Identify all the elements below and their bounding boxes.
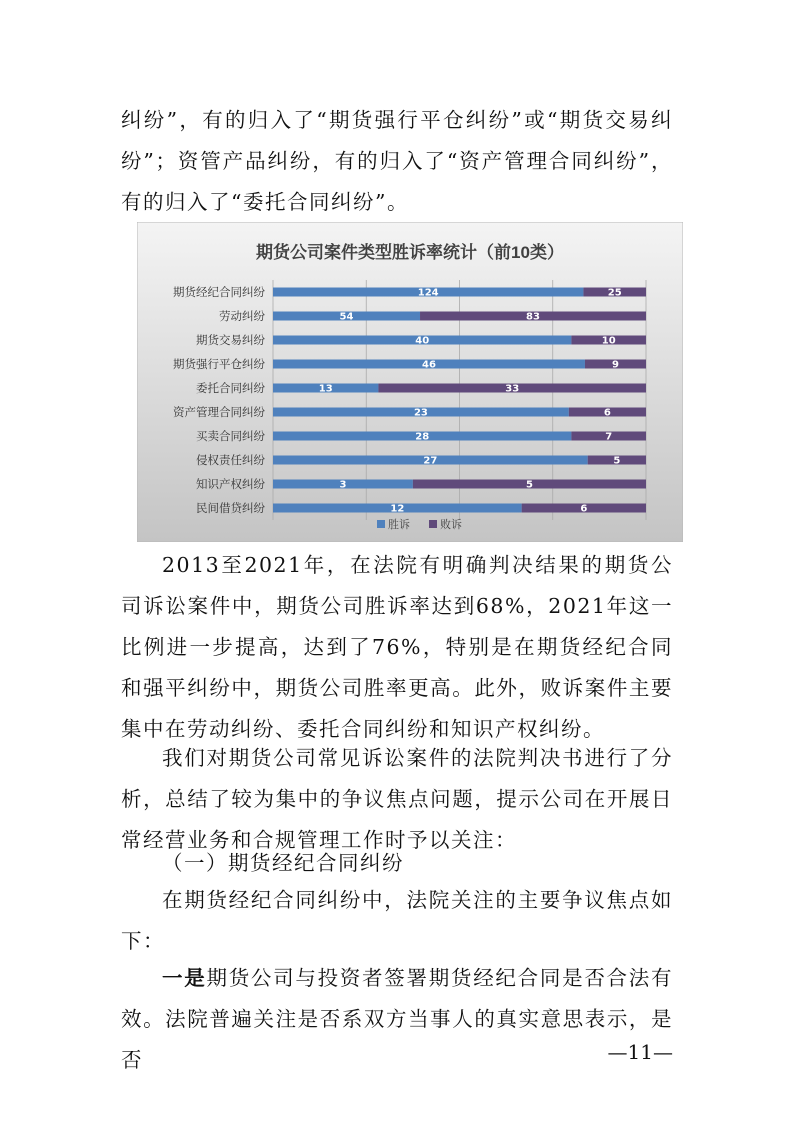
chart-title: 期货公司案件类型胜诉率统计（前10类） [256,243,564,262]
data-label: 40 [415,335,430,347]
data-label: 12 [390,503,405,515]
data-label: 27 [423,455,438,467]
category-label: 资产管理合同纠纷 [173,405,265,419]
data-label: 83 [526,311,540,323]
point-one-text: 期货公司与投资者签署期货经纪合同是否合法有效。法院普遍关注是否系双方当事人的真实意思表示，是否 [121,966,674,1072]
data-label: 33 [505,383,520,395]
data-label: 7 [605,431,613,443]
category-label: 民间借贷纠纷 [196,501,265,515]
data-label: 28 [415,431,430,443]
paragraph-focus: 在期货经纪合同纠纷中，法院关注的主要争议焦点如下： [121,888,673,953]
point-one-lead: 一是 [162,966,207,990]
paragraph-point-one [121,958,673,1081]
section-heading: （一）期货经纪合同纠纷 [162,851,404,875]
legend-swatch [429,520,437,528]
data-label: 5 [613,455,621,467]
data-label: 5 [525,479,533,491]
category-label: 期货经纪合同纠纷 [173,285,265,299]
data-label: 10 [601,335,616,347]
data-label: 54 [339,311,354,323]
win-rate-chart [137,222,683,542]
category-label: 期货交易纠纷 [196,333,265,347]
category-label: 劳动纠纷 [219,309,265,323]
data-label: 23 [413,407,428,419]
data-label: 9 [611,359,619,371]
data-label: 6 [603,407,611,419]
paragraph-win-rate: 2013至2021年，在法院有明确判决结果的期货公司诉讼案件中，期货公司胜诉率达到68%，2021年这一比例进一步提高，达到了76%，特别是在期货经纪合同和强平纠纷中，期货公司胜率更高。此外，败诉案件主要集中在劳动纠纷、委托合同纠纷和知识产权纠纷。 [121,553,673,741]
data-label: 3 [339,479,347,491]
category-label: 买卖合同纠纷 [196,429,265,443]
category-label: 侵权责任纠纷 [196,453,265,467]
legend-swatch [377,520,385,528]
data-label: 13 [318,383,333,395]
page-number: —11— [607,1040,673,1064]
data-label: 124 [417,287,439,299]
paragraph-analysis: 我们对期货公司常见诉讼案件的法院判决书进行了分析，总结了较为集中的争议焦点问题，提示公司在开展日常经营业务和合规管理工作时予以关注： [121,746,673,852]
category-label: 知识产权纠纷 [196,477,265,491]
legend-entry: 败诉 [440,518,462,531]
paragraph-intro: 纠纷”，有的归入了“期货强行平仓纠纷”或“期货交易纠纷”；资管产品纠纷，有的归入了“资产管理合同纠纷”，有的归入了“委托合同纠纷”。 [121,108,673,214]
legend-entry: 胜诉 [388,518,410,531]
data-label: 46 [422,359,436,371]
category-label: 期货强行平仓纠纷 [173,357,265,371]
data-label: 25 [607,287,622,299]
category-label: 委托合同纠纷 [196,381,265,395]
data-label: 6 [580,503,588,515]
